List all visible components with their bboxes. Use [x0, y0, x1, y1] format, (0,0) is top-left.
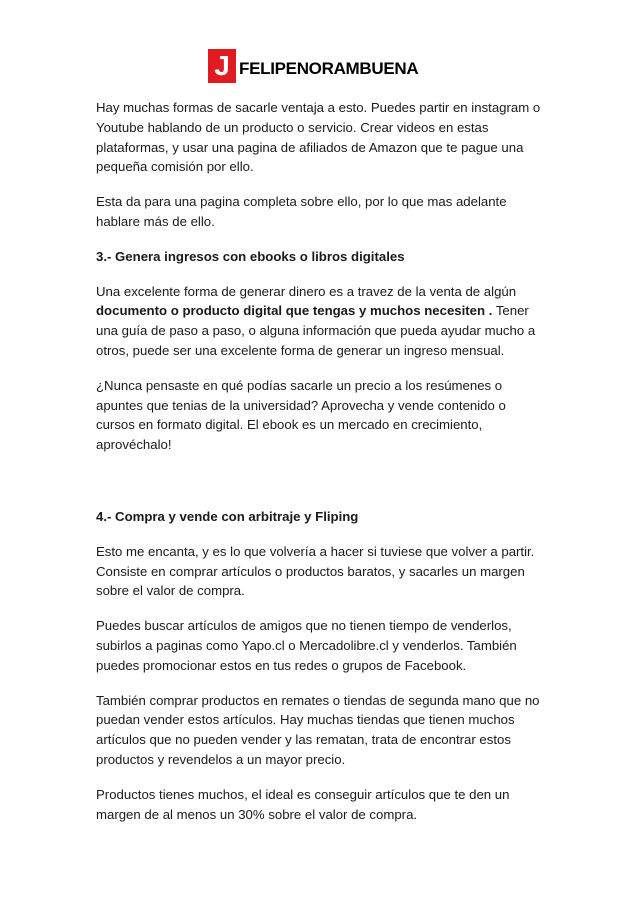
paragraph-ebooks-2: ¿Nunca pensaste en qué podías sacarle un precio a los resúmenes o apuntes que tenias de la universidad? Aprovecha y vende contenido o cursos en formato digital. El ebook es un mercado en crecimiento, aprovéchalo!	[96, 377, 506, 453]
paragraph-flipping-2: Puedes buscar artículos de amigos que no tienen tiempo de venderlos, subirlos a paginas como Yapo.cl o Mercadolibre.cl y venderlos. También puedes promocionar estos en tus redes o grupos de Facebook.	[96, 618, 517, 673]
paragraph-flipping-4: Productos tienes muchos, el ideal es conseguir artículos que te den un margen de al menos un 30% sobre el valor de compra.	[96, 786, 510, 822]
paragraph-flipping: Esto me encanta, y es lo que volvería a hacer si tuviese que volver a partir. Consiste en comprar artículos o productos baratos, y sacarles un margen sobre el valor de compra.	[96, 543, 535, 599]
paragraph-flipping-3: También comprar productos en remates o tiendas de segunda mano que no puedan vender estos artículos. Hay muchas tiendas que tienen muchos artículos que no pueden vender y las rematan, trata de encontrar estos productos y revendelos a un mayor precio.	[96, 692, 540, 767]
logo-letter-mark: J	[208, 49, 236, 83]
section-heading-3: 3.- Genera ingresos con ebooks o libros digitales	[96, 248, 405, 264]
brand-logo	[208, 49, 418, 83]
text-run: Una excelente forma de generar dinero es a travez de la venta de algún	[96, 283, 517, 299]
logo-wordmark: FELIPENORAMBUENA	[239, 59, 419, 78]
paragraph-intro: Hay muchas formas de sacarle ventaja a esto. Puedes partir en instagram o Youtube hablando de un producto o servicio. Crear videos en estas plataformas, y usar una pagina de afiliados de Amazon que te pague una pequeña comisión por ello.	[96, 100, 541, 175]
document-body	[96, 98, 546, 839]
spacer	[96, 470, 546, 507]
paragraph-followup: Esta da para una pagina completa sobre ello, por lo que mas adelante hablare más de ello.	[96, 194, 507, 229]
section-heading-4: 4.- Compra y vende con arbitraje y Fliping	[96, 508, 359, 524]
text-run: Tener una guía de paso a paso, o alguna información que pueda ayudar mucho a otros, puede ser una excelente forma de generar un ingreso mensual.	[96, 303, 536, 358]
text-run-bold: documento o producto digital que tengas y muchos necesiten .	[96, 303, 493, 319]
paragraph-ebooks	[96, 282, 546, 361]
